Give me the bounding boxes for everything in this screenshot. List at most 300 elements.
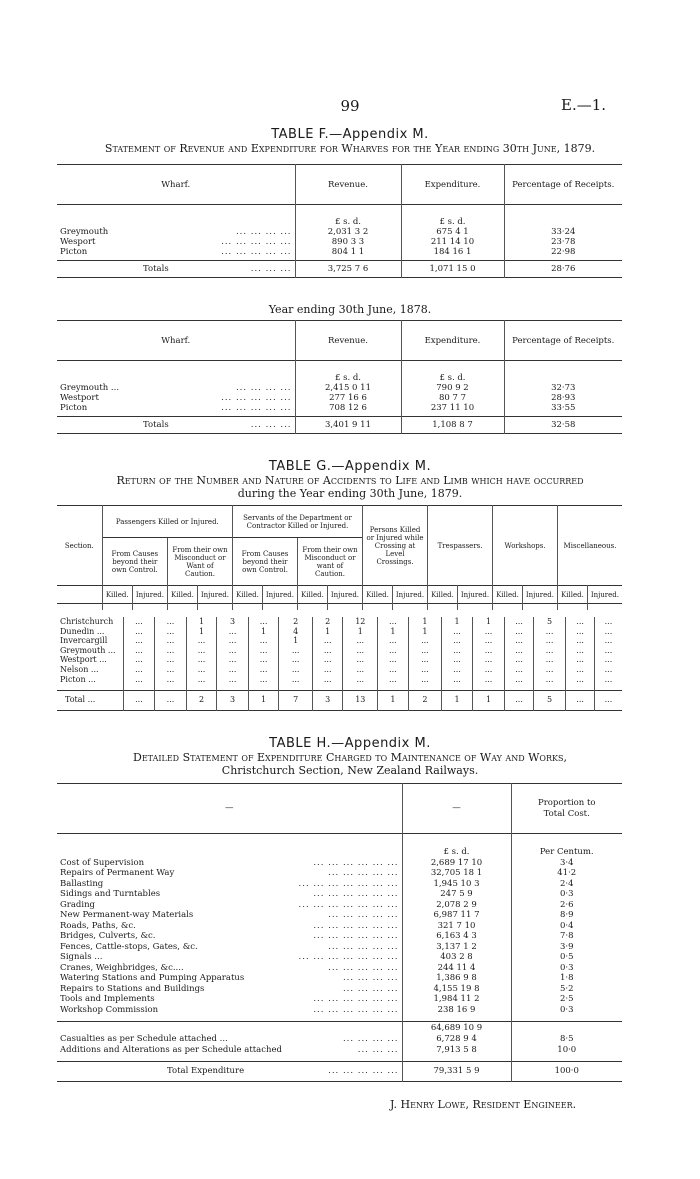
leader-dots: ... ... ... ... <box>342 983 399 994</box>
cell-value: 1 <box>408 627 442 637</box>
leader-dots: ... ... ... ... ... ... <box>313 889 399 899</box>
group-passengers: Passengers Killed or Injured. <box>102 506 232 538</box>
cell-value: ... <box>343 665 378 675</box>
cell-value: ... <box>123 617 155 627</box>
col-percentage: Percentage of Receipts. <box>504 165 622 205</box>
cell-value: ... <box>505 665 534 675</box>
cell-value: ... <box>123 646 155 656</box>
amount-value: 1,386 9 8 <box>402 973 511 984</box>
units-expenditure: £ s. d. <box>401 205 504 227</box>
table-row <box>57 646 622 656</box>
leader-dots: ... ... ... ... ... <box>221 236 292 247</box>
expenditure-value: 790 9 2 <box>401 383 504 393</box>
cell-value: ... <box>533 665 566 675</box>
revenue-value: 2,415 0 11 <box>295 383 401 393</box>
signature: J. Henry Lowe, Resident Engineer. <box>390 1098 577 1111</box>
cell-value: ... <box>155 627 187 637</box>
item-label: Ballasting <box>60 878 104 889</box>
cell-value: ... <box>566 690 595 710</box>
table-g <box>57 505 622 610</box>
cell-value: ... <box>155 655 187 665</box>
cell-value: 2 <box>279 617 313 627</box>
table-row <box>57 617 622 627</box>
cell-value: ... <box>566 675 595 685</box>
total-row <box>57 1061 622 1081</box>
percentage-value: 0·4 <box>511 921 622 932</box>
amount-value: 3,137 1 2 <box>402 942 511 953</box>
leader-dots: ... ... ... <box>250 264 292 274</box>
amount-value: 321 7 10 <box>402 921 511 932</box>
cell-value: ... <box>155 665 187 675</box>
cell-value: ... <box>594 627 622 637</box>
sub-own-misconduct: From their own Misconduct or Want of Caution. <box>167 538 232 586</box>
total-revenue: 3,725 7 6 <box>295 261 401 278</box>
amount-value: 7,913 5 8 <box>402 1045 511 1056</box>
percentage-value: 28·93 <box>504 393 622 403</box>
cell-value: 1 <box>248 690 279 710</box>
percentage-value: 0·3 <box>511 889 622 900</box>
col-wharf: Wharf. <box>161 335 191 346</box>
item-label: Sidings and Turntables <box>60 889 161 899</box>
leader-dots: ... ... ... ... ... ... <box>313 931 399 941</box>
section-name: Dunedin ... <box>60 626 105 636</box>
amount-value: 247 5 9 <box>402 889 511 900</box>
cell-value: ... <box>594 636 622 646</box>
cell-value: ... <box>312 655 343 665</box>
cell-value: ... <box>566 617 595 627</box>
cell-value: ... <box>505 655 534 665</box>
expenditure-value: 80 7 7 <box>401 393 504 403</box>
leader-dots: ... ... ... ... ... ... <box>313 1004 399 1015</box>
table-f-1879 <box>57 164 622 278</box>
cell-value: ... <box>186 655 217 665</box>
col-injured: Injured. <box>197 586 232 604</box>
revenue-value: 277 16 6 <box>295 393 401 403</box>
cell-value: ... <box>248 675 279 685</box>
section-name: Christchurch <box>60 617 114 626</box>
cell-value: 3 <box>217 690 249 710</box>
cell-value: 1 <box>279 636 313 646</box>
cell-value: ... <box>123 627 155 637</box>
cell-value: ... <box>123 655 155 665</box>
cell-value: ... <box>155 617 187 627</box>
cell-value: ... <box>472 665 505 675</box>
wharf-name: Greymouth <box>60 226 109 237</box>
cell-value: ... <box>442 665 473 675</box>
col-item: — <box>225 803 234 814</box>
leader-dots: ... ... ... <box>250 420 292 430</box>
totals-label: Totals <box>143 420 169 430</box>
cell-value: ... <box>442 636 473 646</box>
cell-value: ... <box>566 665 595 675</box>
cell-value: 5 <box>533 690 566 710</box>
cell-value: ... <box>123 675 155 685</box>
item-label: Signals ... <box>60 952 103 962</box>
leader-dots: ... ... ... ... <box>235 382 292 393</box>
table-row <box>57 393 622 403</box>
cell-value: ... <box>155 646 187 656</box>
cell-value: ... <box>343 646 378 656</box>
cell-value: ... <box>472 646 505 656</box>
percentage-value: 2·4 <box>511 879 622 890</box>
col-revenue: Revenue. <box>295 321 401 361</box>
table-row <box>57 627 622 637</box>
cell-value: ... <box>594 646 622 656</box>
col-expenditure: Expenditure. <box>401 165 504 205</box>
table-row <box>57 655 622 665</box>
item-label: Workshop Commission <box>60 1004 159 1015</box>
table-row <box>57 994 622 1005</box>
revenue-value: 890 3 3 <box>295 237 401 247</box>
table-row <box>57 383 622 393</box>
totals-row <box>57 417 622 434</box>
table-row <box>57 1005 622 1016</box>
cell-value: ... <box>248 655 279 665</box>
table-h-extra <box>57 1034 622 1055</box>
col-killed: Killed. <box>298 586 328 604</box>
amount-value: 32,705 18 1 <box>402 868 511 879</box>
percentage-value: 2·5 <box>511 994 622 1005</box>
leader-dots: ... ... ... ... ... <box>221 402 292 413</box>
table-row <box>57 858 622 869</box>
col-killed: Killed. <box>558 586 588 604</box>
cell-value: 5 <box>533 617 566 627</box>
cell-value: 1 <box>408 617 442 627</box>
table-row <box>57 1045 622 1056</box>
col-injured: Injured. <box>327 586 362 604</box>
table-row <box>57 931 622 942</box>
section-name: Invercargill <box>60 636 108 646</box>
percentage-value: 8·9 <box>511 910 622 921</box>
percentage-value: 33·55 <box>504 403 622 417</box>
percentage-value: 0·3 <box>511 963 622 974</box>
col-expenditure: Expenditure. <box>401 321 504 361</box>
cell-value: ... <box>533 636 566 646</box>
table-f-1878 <box>57 320 622 434</box>
cell-value: ... <box>408 655 442 665</box>
cell-value: ... <box>442 646 473 656</box>
cell-value: ... <box>155 690 187 710</box>
table-g-heading-line2: during the Year ending 30th June, 1879. <box>237 487 463 500</box>
col-killed: Killed. <box>363 586 393 604</box>
cell-value: ... <box>186 675 217 685</box>
cell-value: ... <box>472 655 505 665</box>
cell-value: ... <box>343 675 378 685</box>
revenue-value: 804 1 1 <box>295 247 401 261</box>
percentage-value: 23·78 <box>504 237 622 247</box>
cell-value: 3 <box>312 690 343 710</box>
cell-value: ... <box>505 627 534 637</box>
table-row <box>57 963 622 974</box>
cell-value: ... <box>505 675 534 685</box>
total-expenditure: 1,071 15 0 <box>401 261 504 278</box>
table-g-heading-line1: Return of the Number and Nature of Accidents to Life and Limb which have occurred <box>116 474 584 487</box>
col-section: Section. <box>64 541 94 550</box>
table-row <box>57 921 622 932</box>
cell-value: ... <box>378 655 409 665</box>
cell-value: ... <box>472 675 505 685</box>
cell-value: ... <box>217 655 249 665</box>
cell-value: ... <box>594 690 622 710</box>
leader-dots: ... ... ... ... ... ... ... <box>298 899 399 910</box>
sub-own-misconduct: From their own Misconduct or want of Caution. <box>298 538 363 586</box>
item-label: Repairs to Stations and Buildings <box>60 983 205 994</box>
cell-value: ... <box>248 665 279 675</box>
cell-value: ... <box>378 675 409 685</box>
col-injured: Injured. <box>392 586 427 604</box>
total-expenditure: 1,108 8 7 <box>401 417 504 434</box>
cell-value: ... <box>279 665 313 675</box>
cell-value: ... <box>505 646 534 656</box>
expenditure-value: 211 14 10 <box>401 237 504 247</box>
table-row <box>57 900 622 911</box>
item-label: Repairs of Permanent Way <box>60 868 175 878</box>
percentage-value: 10·0 <box>511 1045 622 1056</box>
cell-value: 1 <box>378 690 409 710</box>
table-row <box>57 403 622 417</box>
item-label: Roads, Paths, &c. <box>60 920 136 931</box>
amount-value: 4,155 19 8 <box>402 984 511 995</box>
cell-value: 1 <box>472 690 505 710</box>
units-revenue: £ s. d. <box>295 205 401 227</box>
cell-value: ... <box>248 617 279 627</box>
percentage-value: 7·8 <box>511 931 622 942</box>
cell-value: ... <box>123 690 155 710</box>
col-killed: Killed. <box>493 586 523 604</box>
totals-row <box>57 261 622 278</box>
leader-dots: ... ... ... ... <box>342 1034 399 1044</box>
total-amount: 79,331 5 9 <box>402 1061 511 1081</box>
cell-value: ... <box>533 655 566 665</box>
amount-value: 244 11 4 <box>402 963 511 974</box>
cell-value: ... <box>312 665 343 675</box>
cell-value: ... <box>408 636 442 646</box>
cell-value: ... <box>123 665 155 675</box>
cell-value: ... <box>312 646 343 656</box>
cell-value: 1 <box>442 617 473 627</box>
units-revenue: £ s. d. <box>295 361 401 383</box>
percentage-value: 3·4 <box>511 858 622 869</box>
cell-value: 1 <box>186 627 217 637</box>
table-h-body <box>57 858 622 1022</box>
per-centum-label: Per Centum. <box>511 834 622 858</box>
units-expenditure: £ s. d. <box>401 361 504 383</box>
col-proportion: Proportion to Total Cost. <box>511 784 622 834</box>
group-miscellaneous: Miscellaneous. <box>558 506 622 586</box>
cell-value: ... <box>123 636 155 646</box>
percentage-value: 5·2 <box>511 984 622 995</box>
cell-value: 13 <box>343 690 378 710</box>
group-level-crossings: Persons Killed or Injured while Crossing at Level Crossings. <box>363 506 428 586</box>
col-injured: Injured. <box>457 586 492 604</box>
cell-value: 1 <box>378 627 409 637</box>
table-row <box>57 665 622 675</box>
percentage-value: 22·98 <box>504 247 622 261</box>
percentage-value: 3·9 <box>511 942 622 953</box>
wharf-name: Wesport <box>60 236 96 247</box>
table-h-title: TABLE H.—Appendix M. <box>269 736 431 751</box>
total-label: Total Expenditure <box>167 1065 245 1076</box>
leader-dots: ... ... ... ... ... <box>328 962 399 973</box>
cell-value: ... <box>408 675 442 685</box>
leader-dots: ... ... ... ... ... <box>328 1065 399 1076</box>
cell-value: ... <box>312 636 343 646</box>
percentage-value: 33·24 <box>504 227 622 237</box>
amount-value: 403 2 8 <box>402 952 511 963</box>
col-killed: Killed. <box>167 586 197 604</box>
cell-value: ... <box>505 636 534 646</box>
wharf-name: Westport <box>60 392 99 403</box>
table-h-heading-line2: Christchurch Section, New Zealand Railways. <box>221 764 479 777</box>
cell-value: 12 <box>343 617 378 627</box>
revenue-value: 2,031 3 2 <box>295 227 401 237</box>
table-g-title: TABLE G.—Appendix M. <box>268 459 432 474</box>
leader-dots: ... ... ... ... ... ... ... <box>298 878 399 889</box>
cell-value: 7 <box>279 690 313 710</box>
table-f-subheading-1878: Year ending 30th June, 1878. <box>268 303 432 316</box>
cell-value: ... <box>186 636 217 646</box>
amount-value: 6,728 9 4 <box>402 1034 511 1045</box>
leader-dots: ... ... ... ... ... <box>221 392 292 403</box>
table-row <box>57 237 622 247</box>
leader-dots: ... ... ... ... <box>235 226 292 237</box>
table-row <box>57 675 622 685</box>
cell-value: ... <box>533 646 566 656</box>
cell-value: 1 <box>343 627 378 637</box>
amount-value: 238 16 9 <box>402 1005 511 1016</box>
amount-value: 6,163 4 3 <box>402 931 511 942</box>
table-row <box>57 889 622 900</box>
leader-dots: ... ... ... ... ... <box>328 910 399 920</box>
table-row <box>57 1034 622 1045</box>
wharf-name: Greymouth ... <box>60 382 120 393</box>
amount-value: 6,987 11 7 <box>402 910 511 921</box>
table-f-heading: Statement of Revenue and Expenditure for Wharves for the Year ending 30th June, 1879. <box>104 142 596 155</box>
section-name: Greymouth ... <box>60 645 116 655</box>
cell-value: ... <box>442 675 473 685</box>
percentage-value: 8·5 <box>511 1034 622 1045</box>
table-f-title: TABLE F.—Appendix M. <box>271 127 429 142</box>
cell-value: 1 <box>312 627 343 637</box>
item-label: Bridges, Culverts, &c. <box>60 931 156 941</box>
cell-value: ... <box>378 665 409 675</box>
cell-value: 3 <box>217 617 249 627</box>
sub-causes-beyond-control: From Causes beyond their own Control. <box>233 538 298 586</box>
cell-value: ... <box>248 646 279 656</box>
cell-value: ... <box>505 690 534 710</box>
cell-value: 2 <box>408 690 442 710</box>
leader-dots: ... ... ... ... ... <box>328 941 399 952</box>
sub-causes-beyond-control: From Causes beyond their own Control. <box>102 538 167 586</box>
expenditure-value: 184 16 1 <box>401 247 504 261</box>
col-injured: Injured. <box>262 586 297 604</box>
leader-dots: ... ... ... ... <box>342 973 399 983</box>
total-percentage: 100·0 <box>511 1061 622 1081</box>
amount-value: 1,945 10 3 <box>402 879 511 890</box>
cell-value: ... <box>566 627 595 637</box>
cell-value: 1 <box>248 627 279 637</box>
percentage-value: 1·8 <box>511 973 622 984</box>
col-revenue: Revenue. <box>295 165 401 205</box>
amount-value: 1,984 11 2 <box>402 994 511 1005</box>
item-label: Watering Stations and Pumping Apparatus <box>60 973 245 983</box>
item-label: New Permanent-way Materials <box>60 910 194 920</box>
table-row <box>57 984 622 995</box>
page-reference: E.—1. <box>561 96 607 114</box>
table-row <box>57 952 622 963</box>
item-label: Cranes, Weighbridges, &c.... <box>60 962 184 973</box>
leader-dots: ... ... ... ... ... <box>221 246 292 257</box>
cell-value: ... <box>155 636 187 646</box>
cell-value: ... <box>155 675 187 685</box>
cell-value: ... <box>594 675 622 685</box>
item-label: Cost of Supervision <box>60 857 145 868</box>
table-row <box>57 879 622 890</box>
cell-value: 1 <box>186 617 217 627</box>
cell-value: ... <box>594 665 622 675</box>
cell-value: ... <box>217 646 249 656</box>
section-name: Nelson ... <box>60 664 99 674</box>
cell-value: ... <box>594 655 622 665</box>
col-injured: Injured. <box>587 586 622 604</box>
cell-value: ... <box>566 646 595 656</box>
cell-value: ... <box>279 675 313 685</box>
section-name: Picton ... <box>60 674 96 684</box>
percentage-value: 0·5 <box>511 952 622 963</box>
percentage-value: 2·6 <box>511 900 622 911</box>
cell-value: ... <box>472 636 505 646</box>
totals-label: Totals <box>143 264 169 274</box>
subtotal-amount: 64,689 10 9 <box>402 1021 511 1034</box>
cell-value: 2 <box>186 690 217 710</box>
item-label: Additions and Alterations as per Schedule attached <box>60 1044 282 1055</box>
table-h <box>57 783 622 1082</box>
wharf-name: Picton <box>60 246 88 257</box>
col-killed: Killed. <box>233 586 263 604</box>
col-injured: Injured. <box>132 586 167 604</box>
table-g-body <box>57 617 622 711</box>
cell-value: ... <box>343 636 378 646</box>
cell-value: ... <box>566 636 595 646</box>
section-name: Westport ... <box>60 655 107 665</box>
cell-value: ... <box>186 665 217 675</box>
cell-value: ... <box>279 646 313 656</box>
cell-value: ... <box>217 636 249 646</box>
cell-value: ... <box>472 627 505 637</box>
percentage-value: 0·3 <box>511 1005 622 1016</box>
cell-value: ... <box>505 617 534 627</box>
revenue-value: 708 12 6 <box>295 403 401 417</box>
table-row <box>57 942 622 953</box>
group-workshops: Workshops. <box>493 506 558 586</box>
section-name: Total ... <box>65 695 96 705</box>
leader-dots: ... ... ... ... ... ... <box>313 857 399 868</box>
item-label: Fences, Cattle-stops, Gates, &c. <box>60 941 198 952</box>
units-amount: £ s. d. <box>402 834 511 858</box>
cell-value: 2 <box>312 617 343 627</box>
cell-value: ... <box>378 617 409 627</box>
table-row <box>57 247 622 261</box>
total-row <box>57 690 622 710</box>
item-label: Casualties as per Schedule attached ... <box>60 1034 228 1044</box>
cell-value: ... <box>378 646 409 656</box>
wharf-name: Picton <box>60 402 88 413</box>
table-row <box>57 227 622 237</box>
expenditure-value: 237 11 10 <box>401 403 504 417</box>
group-servants: Servants of the Department or Contractor Killed or Injured. <box>233 506 363 538</box>
total-percentage: 28·76 <box>504 261 622 278</box>
col-percentage: Percentage of Receipts. <box>504 321 622 361</box>
